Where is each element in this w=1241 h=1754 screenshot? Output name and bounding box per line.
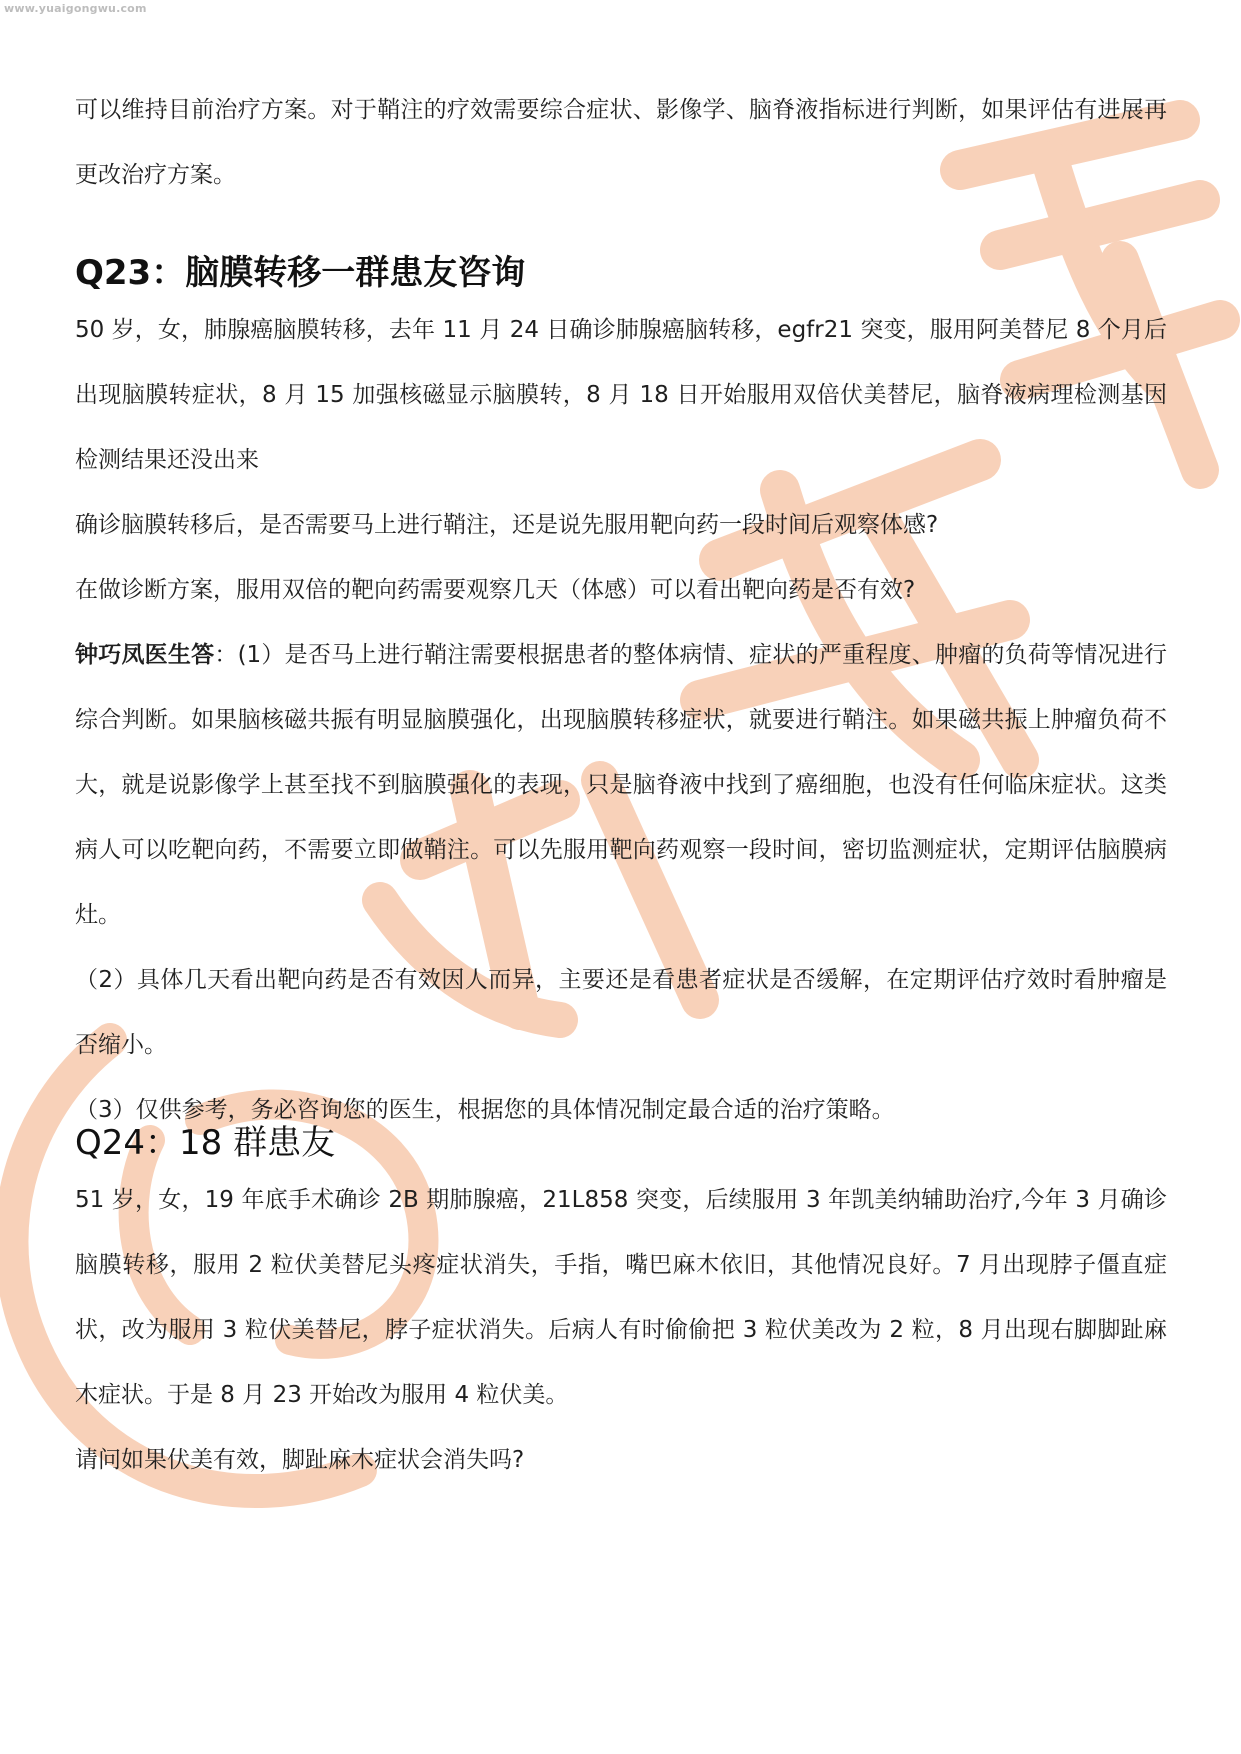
q24-title: Q24：18 群患友 xyxy=(75,1123,336,1163)
q24-question xyxy=(75,1168,1167,1493)
q23-answer-paragraph-1 xyxy=(75,623,1167,948)
q24-question-paragraph-2: 请问如果伏美有效，脚趾麻木症状会消失吗? xyxy=(75,1447,525,1473)
q23-question-paragraph-3: 在做诊断方案，服用双倍的靶向药需要观察几天（体感）可以看出靶向药是否有效? xyxy=(75,577,916,603)
q23-question-paragraph-2: 确诊脑膜转移后，是否需要马上进行鞘注，还是说先服用靶向药一段时间后观察体感? xyxy=(75,512,939,538)
site-watermark-text: www.yuaigongwu.com xyxy=(4,2,147,15)
q23-question xyxy=(75,298,1167,1143)
answer-text-1: ：(1）是否马上进行鞘注需要根据患者的整体病情、症状的严重程度、肿瘤的负荷等情况进行综合判断。如果脑核磁共振有明显脑膜强化，出现脑膜转移症状，就要进行鞘注。如果磁共振上肿瘤负荷不大，就是说影像学上甚至找不到脑膜强化的表现，只是脑脊液中找到了癌细胞，也没有任何临床症状。这类病人可以吃靶向药，不需要立即做鞘注。可以先服用靶向药观察一段时间，密切监测症状，定期评估脑膜病灶。 xyxy=(75,642,1168,928)
q23-answer-paragraph-3: （3）仅供参考，务必咨询您的医生，根据您的具体情况制定最合适的治疗策略。 xyxy=(75,1097,895,1123)
q23-answer-paragraph-2: （2）具体几天看出靶向药是否有效因人而异，主要还是看患者症状是否缓解，在定期评估疗效时看肿瘤是否缩小。 xyxy=(75,967,1167,1058)
answer-label: 钟巧凤医生答 xyxy=(75,642,215,668)
q23-title: Q23：脑膜转移一群患友咨询 xyxy=(75,253,526,293)
q23-question-paragraph-1: 50 岁，女，肺腺癌脑膜转移，去年 11 月 24 日确诊肺腺癌脑转移，egfr21 突变，服用阿美替尼 8 个月后出现脑膜转症状，8 月 15 加强核磁显示脑膜转，8 月 18 日开始服用双倍伏美替尼，脑脊液病理检测基因检测结果还没出来 xyxy=(75,317,1167,473)
q24-question-paragraph-1: 51 岁，女，19 年底手术确诊 2B 期肺腺癌，21L858 突变，后续服用 3 年凯美纳辅助治疗,今年 3 月确诊脑膜转移，服用 2 粒伏美替尼头疼症状消失，手指，嘴巴麻木依旧，其他情况良好。7 月出现脖子僵直症状，改为服用 3 粒伏美替尼，脖子症状消失。后病人有时偷偷把 3 粒伏美改为 2 粒，8 月出现右脚脚趾麻木症状。于是 8 月 23 开始改为服用 4 粒伏美。 xyxy=(75,1187,1167,1408)
intro-paragraph: 可以维持目前治疗方案。对于鞘注的疗效需要综合症状、影像学、脑脊液指标进行判断，如果评估有进展再更改治疗方案。 xyxy=(75,97,1167,188)
